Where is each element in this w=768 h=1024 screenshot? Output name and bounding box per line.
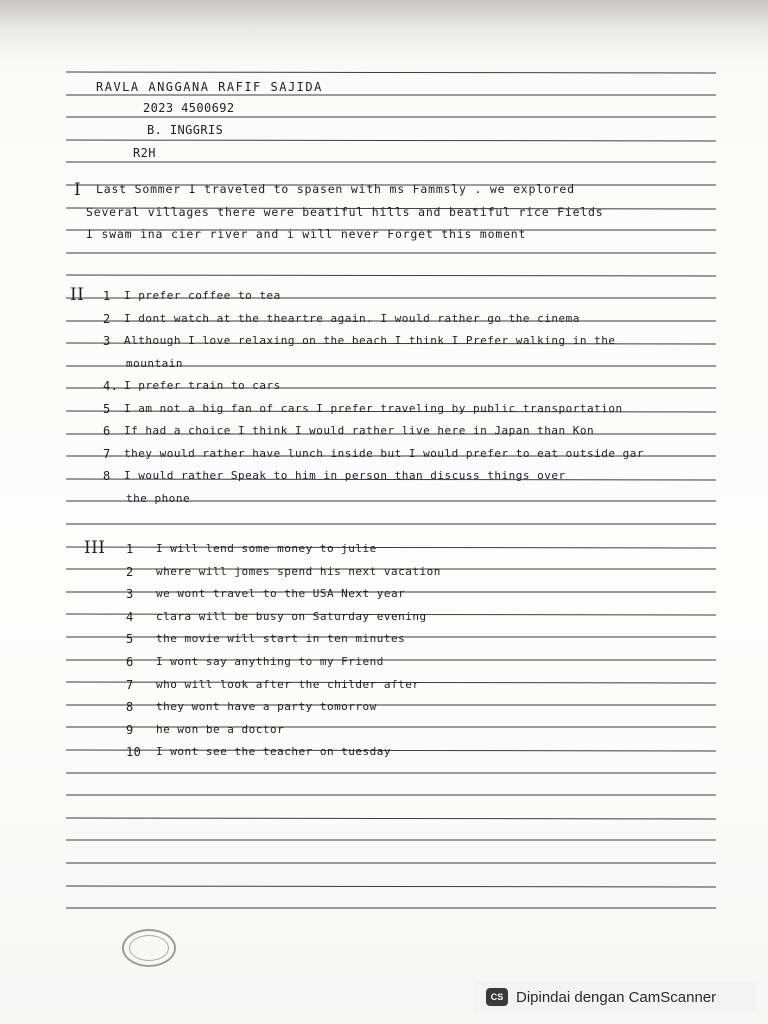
list-item-number: 6: [103, 424, 111, 438]
section-1-marker: I: [74, 180, 82, 200]
list-item-text: I prefer train to cars: [124, 379, 281, 392]
list-item-text: I wont say anything to my Friend: [156, 655, 384, 668]
camscanner-text: Dipindai dengan CamScanner: [516, 988, 717, 1006]
list-item-number: 8: [103, 469, 111, 483]
list-item-number: 4.: [103, 379, 119, 393]
list-item-number: 10: [126, 745, 142, 760]
list-item-text: I prefer coffee to tea: [124, 289, 281, 302]
list-item-number: 1: [103, 289, 111, 303]
list-item-number: 5: [126, 632, 134, 647]
list-item-number: 3: [126, 587, 134, 602]
list-item-text: I will lend some money to julie: [156, 542, 377, 555]
list-item-text: If had a choice I think I would rather live here in Japan than Kon: [124, 424, 595, 437]
list-item-number: 2: [103, 311, 111, 326]
list-item-number: 4: [126, 609, 134, 624]
list-item-text: who will look after the childer after: [156, 677, 420, 691]
list-item-text: I dont watch at the theartre again. I would rather go the cinema: [124, 311, 580, 325]
ruled-line: [66, 818, 716, 819]
list-item-number: 6: [126, 655, 134, 669]
section-1-line: Several villages there were beatiful hills and beatiful rice Fields: [86, 205, 604, 219]
ruled-line: [66, 275, 716, 276]
list-item-text: the phone: [126, 491, 191, 505]
list-item-number: 3: [103, 334, 111, 348]
list-item-number: 5: [103, 401, 111, 416]
sidu-logo-stamp: [122, 929, 176, 967]
section-1-line: Last Sommer I traveled to spasen with ms Fammsly . we explored: [96, 182, 575, 196]
list-item-text: they would rather have lunch inside but I would prefer to eat outside gar: [124, 446, 644, 460]
ruled-line: [66, 886, 716, 887]
list-item-text: I am not a big fan of cars I prefer traveling by public transportation: [124, 401, 623, 415]
list-item-text: clara will be busy on Saturday evening: [156, 609, 427, 623]
section-2-marker: II: [70, 285, 85, 305]
student-name: RAVLA ANGGANA RAFIF SAJIDA: [96, 80, 323, 94]
list-item-number: 9: [126, 722, 134, 737]
sidu-logo-inner: [129, 935, 169, 961]
list-item-number: 8: [126, 700, 134, 715]
camscanner-icon: CS: [486, 988, 508, 1006]
class-code: R2H: [133, 146, 156, 160]
list-item-number: 1: [126, 542, 134, 556]
list-item-text: we wont travel to the USA Next year: [156, 587, 406, 601]
student-id: 2023 4500692: [143, 101, 235, 115]
ruled-line: [66, 140, 716, 141]
list-item-text: Although I love relaxing on the beach I think I Prefer walking in the: [124, 334, 616, 347]
camscanner-watermark: [474, 981, 756, 1013]
ruled-line: [66, 72, 716, 73]
class-name: B. INGGRIS: [147, 123, 224, 137]
list-item-number: 7: [126, 677, 134, 692]
list-item-text: I would rather Speak to him in person than discuss things over: [124, 469, 566, 482]
list-item-text: mountain: [126, 356, 183, 370]
section-1-line: I swam ina cier river and i will never Forget this moment: [86, 227, 527, 241]
list-item-text: I wont see the teacher on tuesday: [156, 745, 392, 759]
list-item-number: 2: [126, 564, 134, 579]
list-item-number: 7: [103, 446, 111, 461]
section-3-marker: III: [84, 538, 106, 558]
list-item-text: the movie will start in ten minutes: [156, 632, 406, 646]
list-item-text: where will jomes spend his next vacation: [156, 564, 441, 578]
list-item-text: he won be a doctor: [156, 722, 285, 736]
list-item-text: they wont have a party tomorrow: [156, 700, 377, 714]
